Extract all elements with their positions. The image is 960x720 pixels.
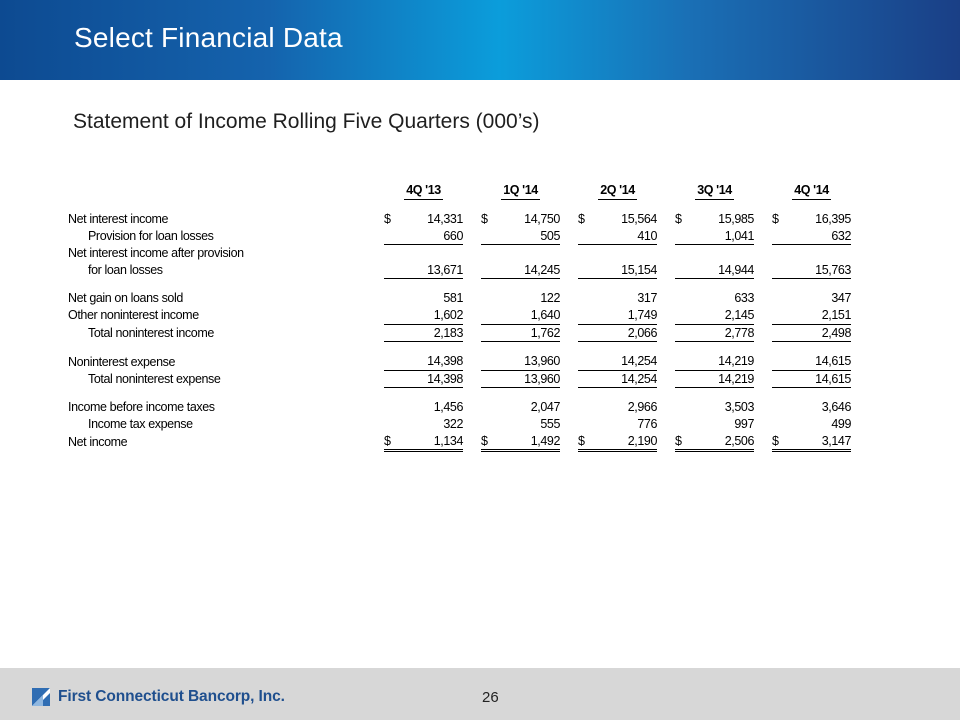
table-cell: $ 14,331 — [384, 212, 463, 226]
table-row — [68, 399, 851, 416]
table-cell: $ 2,506 — [675, 433, 754, 453]
table-cell: $ 3,147 — [772, 433, 851, 453]
table-cell: 633 — [734, 291, 754, 306]
table-cell: 13,960 — [481, 353, 560, 371]
row-label: Income before income taxes — [68, 400, 215, 415]
table-cell: 14,615 — [772, 371, 851, 389]
row-label: Noninterest expense — [68, 354, 176, 369]
table-cell: 14,615 — [772, 353, 851, 371]
table-cell: 15,763 — [772, 262, 851, 280]
spacer-row — [68, 342, 851, 353]
table-cell: 2,966 — [627, 400, 657, 415]
table-cell: 1,762 — [481, 325, 560, 343]
table-cell: 13,960 — [481, 371, 560, 389]
page-number: 26 — [482, 689, 499, 706]
row-label: Total noninterest income — [88, 326, 214, 341]
table-cell: 3,646 — [821, 400, 851, 415]
table-cell: 14,219 — [675, 353, 754, 371]
table-cell: $ 14,750 — [481, 212, 560, 226]
table-cell: 1,749 — [578, 307, 657, 325]
table-cell: 347 — [831, 291, 851, 306]
row-label: Net interest income — [68, 212, 169, 226]
table-cell: 14,254 — [578, 371, 657, 389]
table-cell: $ 1,134 — [384, 433, 463, 453]
table-row — [68, 307, 851, 325]
row-label: Net interest income after provision — [68, 246, 244, 261]
column-header: 2Q '14 — [578, 182, 657, 200]
table-cell: 555 — [540, 416, 560, 431]
table-cell: 2,047 — [530, 400, 560, 415]
table-cell: 499 — [831, 416, 851, 431]
table-cell: 3,503 — [724, 400, 754, 415]
table-cell — [675, 245, 754, 262]
table-cell: 2,498 — [772, 325, 851, 343]
table-row — [68, 416, 851, 433]
table-cell: 122 — [540, 291, 560, 306]
table-cell: 14,254 — [578, 353, 657, 371]
column-header-row — [68, 182, 851, 200]
row-label: Provision for loan losses — [88, 229, 214, 244]
table-row — [68, 433, 851, 453]
spacer-row — [68, 200, 851, 211]
table-cell: 1,041 — [675, 228, 754, 246]
spacer-row — [68, 388, 851, 399]
column-header: 1Q '14 — [481, 182, 560, 200]
table-row — [68, 262, 851, 280]
table-cell: 322 — [443, 416, 463, 431]
column-header: 4Q '14 — [772, 182, 851, 200]
table-cell: 14,398 — [384, 353, 463, 371]
table-cell: 1,456 — [433, 400, 463, 415]
table-cell: $ 15,985 — [675, 212, 754, 226]
table-cell: 13,671 — [384, 262, 463, 280]
table-row — [68, 228, 851, 246]
income-statement-table — [68, 182, 851, 452]
table-cell — [481, 245, 560, 262]
table-cell: 2,778 — [675, 325, 754, 343]
row-label: for loan losses — [88, 263, 163, 278]
table-cell — [772, 245, 851, 262]
table-cell: $ 15,564 — [578, 212, 657, 226]
table-cell: 14,245 — [481, 262, 560, 280]
row-label: Income tax expense — [88, 416, 193, 431]
table-cell: 2,145 — [675, 307, 754, 325]
table-cell: 505 — [481, 228, 560, 246]
row-label: Total noninterest expense — [88, 372, 221, 387]
company-name: First Connecticut Bancorp, Inc. — [58, 688, 285, 705]
table-subtitle: Statement of Income Rolling Five Quarters (000’s) — [73, 110, 540, 133]
table-cell: $ 16,395 — [772, 212, 851, 226]
row-label: Net gain on loans sold — [68, 291, 183, 306]
table-cell: 14,398 — [384, 371, 463, 389]
spacer-row — [68, 279, 851, 290]
table-cell: 2,183 — [384, 325, 463, 343]
table-row — [68, 325, 851, 343]
row-label: Net income — [68, 435, 128, 450]
table-cell: 2,066 — [578, 325, 657, 343]
table-cell: $ 2,190 — [578, 433, 657, 453]
bank-logo-icon — [32, 688, 50, 706]
table-row — [68, 371, 851, 389]
table-cell: 581 — [443, 291, 463, 306]
column-header: 3Q '14 — [675, 182, 754, 200]
table-cell: 1,602 — [384, 307, 463, 325]
table-cell: 660 — [384, 228, 463, 246]
table-cell: 14,944 — [675, 262, 754, 280]
table-cell — [384, 245, 463, 262]
table-cell: 317 — [637, 291, 657, 306]
table-cell: 632 — [772, 228, 851, 246]
table-row — [68, 211, 851, 228]
table-cell: 14,219 — [675, 371, 754, 389]
table-cell — [578, 245, 657, 262]
table-cell: $ 1,492 — [481, 433, 560, 453]
column-header: 4Q '13 — [384, 182, 463, 200]
slide-title: Select Financial Data — [74, 22, 343, 53]
table-row — [68, 290, 851, 307]
row-label: Other noninterest income — [68, 308, 199, 323]
table-row — [68, 353, 851, 371]
table-row — [68, 245, 851, 262]
table-cell: 776 — [637, 416, 657, 431]
table-cell: 997 — [734, 416, 754, 431]
table-cell: 410 — [578, 228, 657, 246]
table-cell: 15,154 — [578, 262, 657, 280]
table-cell: 2,151 — [772, 307, 851, 325]
table-cell: 1,640 — [481, 307, 560, 325]
